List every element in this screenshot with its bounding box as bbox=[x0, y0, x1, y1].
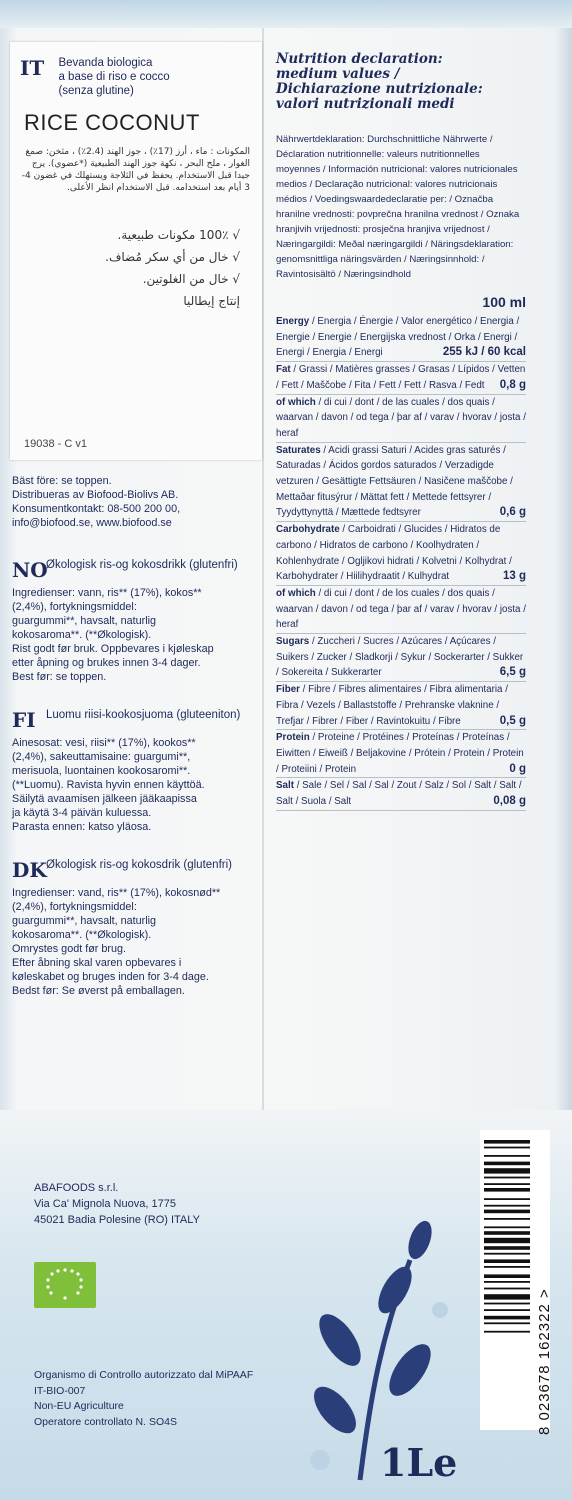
dk-body bbox=[12, 886, 262, 998]
nutrition-heading bbox=[276, 52, 526, 112]
nutrient-name: Energy bbox=[276, 316, 310, 327]
product-name: RICE COCONUT bbox=[24, 110, 200, 135]
dk-line: (2,4%), fortykningsmiddel: bbox=[12, 901, 137, 913]
dk-line: Bedst før: Se øverst på emballagen. bbox=[12, 985, 185, 997]
nutrition-row bbox=[276, 730, 526, 778]
left-text-column bbox=[12, 470, 262, 998]
arabic-claim: √ خال من أي سكر مُضاف. bbox=[105, 250, 240, 264]
nutrient-translations: / Acidi grassi Saturi / Acides gras saturés / Saturadas / Ácidos gordos saturados / Verzadigde vetzuren / Gesättigte Fettsäuren / Nasičene maščobe / Mettaðar fitusýrur / Mättat fett / Mettede fettsyrer / Tyydyttynyttä / Mættede fedtsyrer bbox=[276, 444, 513, 519]
lang-code-dk: DK bbox=[12, 858, 47, 882]
it-title bbox=[58, 56, 238, 98]
no-body bbox=[12, 586, 262, 684]
no-line: Ingredienser: vann, ris** (17%), kokos** bbox=[12, 587, 202, 599]
it-header bbox=[20, 56, 262, 98]
dk-line: kokosaroma**. (**Økologisk). bbox=[12, 929, 152, 941]
barcode-bar bbox=[484, 1183, 530, 1185]
no-line: kokosaroma**. (**Økologisk). bbox=[12, 629, 152, 641]
nutrient-name: of which bbox=[276, 396, 316, 408]
nutrition-row bbox=[276, 634, 526, 682]
nutrient-value: 0,8 g bbox=[499, 378, 526, 391]
nutrient-translations: / Carboidrati / Glucides / Hidratos de carbono / Hidratos de carbono / Koolhydraten / Kohlenhydrate / Ogljikovi hidrati / Kolvetni / Kolhydrat / Karbohydrater / Hiilihydraatit / Kulhydrat bbox=[276, 524, 512, 583]
nutrient-translations: / Proteine / Protéines / Proteínas / Proteínas / Eiwitten / Eiweiß / Beljakovine / Prótein / Protein / Protein / Proteiini / Protein bbox=[276, 732, 524, 775]
control-line: Operatore controllato N. SO4S bbox=[34, 1415, 177, 1428]
nutrient-translations: / Sale / Sel / Sal / Sal / Zout / Salz / Sol / Salt / Salt / Salt / Suola / Salt bbox=[276, 780, 522, 808]
no-line: etter åpning og brukes innen 3-4 dager. bbox=[12, 657, 201, 669]
fi-title: Luomu riisi-kookosjuoma (gluteeniton) bbox=[46, 709, 241, 721]
address-line: ABAFOODS s.r.l. bbox=[34, 1182, 119, 1194]
dk-line: Omrystes godt før brug. bbox=[12, 943, 126, 955]
arabic-ingredients: المكونات : ماء ، أرز (17٪) ، جوز الهند (2.4٪) ، مثخن: صمغ الغوار ، ملح البحر ، نكهة جوز الهند الطبيعية (*عضوي). يرج جيدا قبل الاستخدام. يحفظ في الثلاجة ويستهلك في غضون 4-3 أيام بعد استخدامه. قبل الاستخدام انظر الأعلى. bbox=[21, 147, 250, 193]
barcode-bar bbox=[484, 1168, 530, 1173]
nutrient-translations: / Energia / Énergie / Valor energético / Energia / Energie / Energie / Energijska vrednost / Orka / Energi / Energi / Energia / Energi bbox=[276, 316, 520, 359]
eu-organic-leaf-logo bbox=[34, 1262, 96, 1308]
barcode-bar bbox=[484, 1226, 530, 1228]
address-line: 45021 Badia Polesine (RO) ITALY bbox=[34, 1214, 200, 1226]
eu-organic-icon bbox=[34, 1262, 96, 1308]
barcode-bar bbox=[484, 1259, 530, 1263]
dk-line: Efter åbning skal varen opbevares i bbox=[12, 957, 182, 969]
nutrient-translations: / di cui / dont / de las cuales / dos quais / waarvan / davon / od tega / þar af / varav / hvorav / josta / heraf bbox=[276, 396, 526, 439]
barcode-bar bbox=[484, 1198, 530, 1200]
per-100ml-label: 100 ml bbox=[482, 294, 526, 310]
nutrient-value: 6,5 g bbox=[499, 666, 526, 679]
barcode-bar bbox=[484, 1177, 530, 1179]
control-line: Organismo di Controllo autorizzato dal MiPAAF bbox=[34, 1369, 254, 1381]
nutrient-value: 0,5 g bbox=[499, 714, 526, 727]
no-line: guargummi**, havsalt, naturlig bbox=[12, 615, 157, 627]
barcode-bar bbox=[484, 1281, 530, 1283]
barcode-bar bbox=[484, 1288, 530, 1290]
nutrient-value: 255 kJ / 60 kcal bbox=[442, 346, 526, 359]
dk-title: Økologisk ris-og kokosdrik (glutenfri) bbox=[46, 859, 232, 871]
nutrient-value: 0,6 g bbox=[499, 506, 526, 519]
sticker-code: 19038 - C v1 bbox=[24, 438, 87, 450]
heading-line: Dichiarazione nutrizionale: bbox=[276, 81, 483, 97]
heading-line: valori nutrizionali medi bbox=[276, 96, 455, 112]
nutrient-translations: / Grassi / Matières grasses / Grasas / Lípidos / Vetten / Fett / Maščobe / Fita / Fett / Fett / Rasva / Fedt bbox=[276, 364, 526, 391]
nutrient-name: Fat bbox=[276, 364, 291, 376]
nutrient-name: Protein bbox=[276, 732, 310, 744]
barcode-bar bbox=[484, 1303, 530, 1305]
fi-section bbox=[12, 708, 262, 834]
control-body-info bbox=[34, 1368, 253, 1430]
fi-line: Ainesosat: vesi, riisi** (17%), kookos** bbox=[12, 737, 196, 749]
barcode-bar bbox=[484, 1238, 530, 1243]
fi-line: (**Luomu). Ravista hyvin ennen käyttöä. bbox=[12, 779, 205, 791]
dk-section bbox=[12, 858, 262, 998]
fi-line: Säilytä avaamisen jälkeen jääkaapissa bbox=[12, 793, 197, 805]
barcode-bar bbox=[484, 1253, 530, 1255]
nutrition-row bbox=[276, 682, 526, 730]
it-title-line: Bevanda biologica bbox=[58, 57, 153, 69]
fi-line: ja käytä 3-4 päivän kuluessa. bbox=[12, 807, 152, 819]
barcode-bar bbox=[484, 1162, 530, 1166]
barcode-bar bbox=[484, 1218, 530, 1220]
barcode-bar bbox=[484, 1274, 530, 1278]
nutrition-row bbox=[276, 778, 526, 810]
manufacturer-address bbox=[34, 1180, 200, 1228]
nutrition-row bbox=[276, 362, 526, 394]
nutrition-row bbox=[276, 314, 526, 362]
barcode-bar bbox=[484, 1205, 530, 1207]
nutrient-name: Sugars bbox=[276, 636, 310, 648]
barcode-bar bbox=[484, 1331, 530, 1333]
barcode-bar bbox=[484, 1309, 530, 1311]
nutrient-translations: / Fibre / Fibres alimentaires / Fibra alimentaria / Fibra / Vezels / Ballaststoffe / Prehranske vlaknine / Trefjar / Fibrer / Fiber / Ravintokuitu / Fibre bbox=[276, 684, 508, 727]
lang-code-it: IT bbox=[20, 56, 45, 80]
fi-line: Parasta ennen: katso yläosa. bbox=[12, 821, 152, 833]
no-title: Økologisk ris-og kokosdrikk (glutenfri) bbox=[46, 559, 238, 571]
fi-line: merisuola, luontainen kookosaromi**. bbox=[12, 765, 191, 777]
address-line: Via Ca' Mignola Nuova, 1775 bbox=[34, 1198, 176, 1210]
barcode-bar bbox=[484, 1140, 530, 1144]
nutrition-table bbox=[276, 314, 526, 811]
nutrition-row bbox=[276, 395, 526, 443]
barcode-bar bbox=[484, 1231, 530, 1235]
barcode-bar bbox=[484, 1322, 530, 1324]
dk-line: guargummi**, havsalt, naturlig bbox=[12, 915, 157, 927]
barcode-bar bbox=[484, 1188, 530, 1192]
nutrient-value: 0,08 g bbox=[493, 795, 526, 808]
arabic-claim: √ 100٪ مكونات طبيعية. bbox=[117, 228, 240, 242]
nutrient-name: Salt bbox=[276, 780, 294, 792]
barcode-bar bbox=[484, 1147, 530, 1149]
barcode-bar bbox=[484, 1210, 530, 1214]
heading-line: medium values / bbox=[276, 66, 400, 82]
heading-line: Nutrition declaration: bbox=[276, 51, 443, 67]
arabic-claims bbox=[10, 224, 262, 312]
fi-body bbox=[12, 736, 262, 834]
fi-line: (2,4%), sakeuttamisaine: guargumi**, bbox=[12, 751, 191, 763]
nutrient-value: 13 g bbox=[502, 570, 526, 583]
se-line: Bäst före: se toppen. bbox=[12, 475, 112, 487]
control-line: Non-EU Agriculture bbox=[34, 1400, 124, 1412]
barcode-bar bbox=[484, 1155, 530, 1157]
nutrient-name: Saturates bbox=[276, 444, 321, 456]
nutrition-row bbox=[276, 586, 526, 634]
nutrition-row bbox=[276, 522, 526, 586]
barcode-bar bbox=[484, 1246, 530, 1250]
nutrition-panel bbox=[276, 40, 526, 811]
barcode-bar bbox=[484, 1266, 530, 1268]
lang-code-no: NO bbox=[12, 558, 48, 582]
barcode-bar bbox=[484, 1294, 530, 1299]
se-line: Konsumentkontakt: 08-500 200 00, bbox=[12, 503, 181, 515]
carton-top-fold bbox=[0, 0, 572, 28]
arabic-claim: √ خال من الغلوتين. bbox=[142, 272, 240, 286]
no-line: (2,4%), fortykningsmiddel: bbox=[12, 601, 137, 613]
arabic-claim: إنتاج إيطاليا bbox=[183, 294, 240, 308]
no-line: Best før: se toppen. bbox=[12, 671, 107, 683]
nutrition-intro: Nährwertdeklaration: Durchschnittliche Nährwerte / Déclaration nutritionnelle: valeurs nutritionnelles moyennes / Información nutricional: valores nutricionales medios / Declaração nutricional: valores nutricionais médios / Voedingswaardedeclaratie per: / Označba hranilne vrednosti: povprečna hranilna vrednost / Oznaka hranjivih vrijednosti: prosječna hranjiva vrijednost / Næringargildi: Meðal næringargildi / Näringsdeklaration: genomsnittliga näringsvärden / Næringsinnhold: / Ravintosisältö / Næringsindhold bbox=[276, 134, 520, 280]
dk-line: køleskabet og bruges inden for 3-4 dage. bbox=[12, 971, 209, 983]
nutrient-name: of which bbox=[276, 587, 316, 599]
barcode-bar bbox=[484, 1316, 530, 1320]
nutrient-translations: / di cui / dont / de los cuales / dos quais / waarvan / davon / od tega / þar af / varav / hvorav / josta / heraf bbox=[276, 587, 526, 631]
nutrient-name: Fiber bbox=[276, 684, 300, 696]
no-section bbox=[12, 558, 262, 684]
lang-code-fi: FI bbox=[12, 708, 36, 732]
no-line: Rist godt før bruk. Oppbevares i kjøleskap bbox=[12, 643, 214, 655]
import-sticker bbox=[10, 42, 262, 460]
nutrient-value: 0 g bbox=[509, 762, 526, 775]
it-title-line: (senza glutine) bbox=[58, 85, 134, 97]
nutrition-row bbox=[276, 443, 526, 523]
barcode-number: 8 023678 162322 > bbox=[536, 1288, 553, 1435]
nutrient-translations: / Zuccheri / Sucres / Azúcares / Açúcares / Suikers / Zucker / Sladkorji / Sykur / Sockerarter / Sukker / Sokereita / Sukkerarter bbox=[276, 636, 524, 679]
it-title-line: a base di riso e cocco bbox=[58, 71, 170, 83]
volume-label: 1Le bbox=[380, 1440, 458, 1485]
se-tail bbox=[12, 474, 262, 530]
control-line: IT-BIO-007 bbox=[34, 1384, 86, 1397]
se-line: info@biofood.se, www.biofood.se bbox=[12, 517, 172, 529]
nutrient-name: Carbohydrate bbox=[276, 524, 340, 536]
se-line: Distribueras av Biofood-Biolivs AB. bbox=[12, 489, 179, 501]
dk-line: Ingredienser: vand, ris** (17%), kokosnød** bbox=[12, 887, 221, 899]
